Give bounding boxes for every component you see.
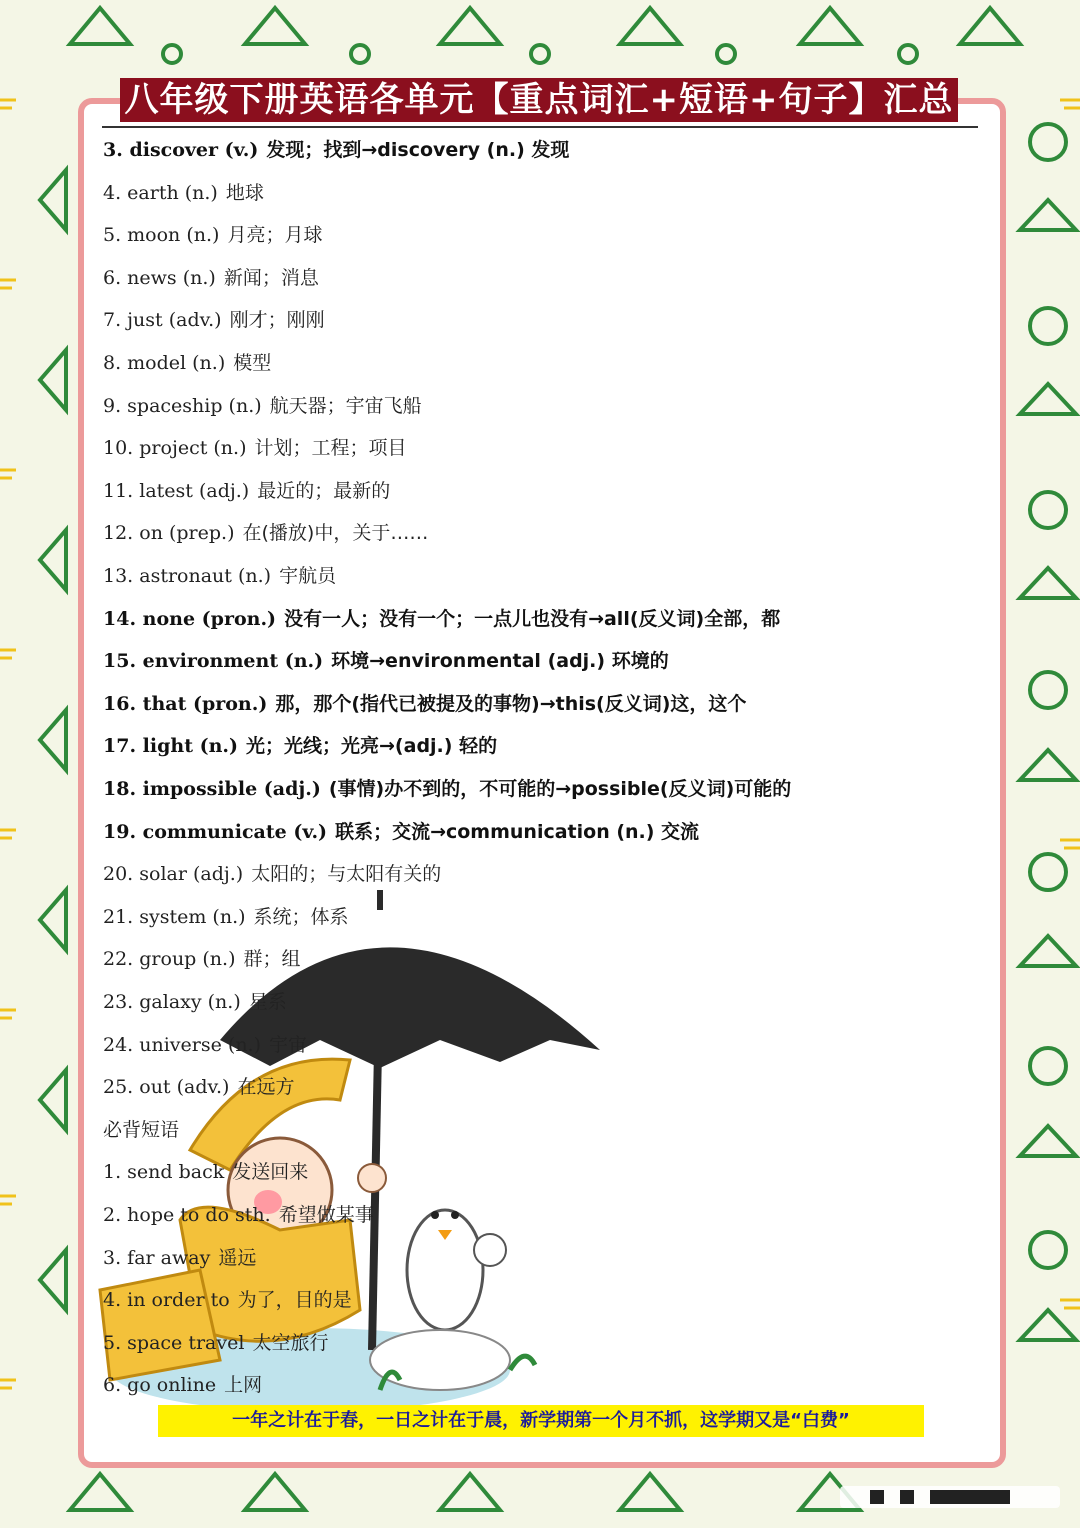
entry-meaning: 刚才；刚刚 xyxy=(229,309,325,332)
phrase-meaning: 上网 xyxy=(224,1374,263,1397)
vocab-entry xyxy=(103,603,780,635)
phrase-meaning: 为了，目的是 xyxy=(237,1289,352,1312)
phrase-entry xyxy=(103,1284,352,1316)
vocab-entry xyxy=(103,986,287,1018)
entry-meaning: 最近的；最新的 xyxy=(257,479,391,502)
entry-meaning: 模型 xyxy=(233,352,272,374)
entry-word: 9. spaceship (n.) xyxy=(103,394,262,417)
entry-meaning: 群；组 xyxy=(243,948,301,971)
phrase-text: 4. in order to xyxy=(103,1289,230,1312)
vocab-entry xyxy=(103,645,669,677)
phrase-meaning: 太空旅行 xyxy=(252,1331,329,1354)
vocab-entry xyxy=(103,730,497,762)
vocab-entry xyxy=(103,1071,294,1103)
entry-meaning: 那，那个(指代已被提及的事物)→this(反义词)这，这个 xyxy=(275,692,747,715)
entry-word: 22. group (n.) xyxy=(103,948,236,971)
vocab-entry xyxy=(103,390,422,422)
vocab-entry xyxy=(103,901,349,933)
phrase-entry xyxy=(103,1369,262,1401)
entry-word: 4. earth (n.) xyxy=(103,181,218,204)
page-title: 八年级下册英语各单元【重点词汇+短语+句子】汇总 xyxy=(120,78,958,122)
entry-word: 7. just (adv.) xyxy=(103,309,222,332)
entry-word: 13. astronaut (n.) xyxy=(103,565,272,587)
entry-word: 15. environment (n.) xyxy=(103,650,324,673)
motto-banner: 一年之计在于春，一日之计在于晨，新学期第一个月不抓，这学期又是“白费” xyxy=(158,1405,924,1437)
entry-word: 21. system (n.) xyxy=(103,905,246,928)
vocab-entry xyxy=(103,517,428,549)
entry-meaning: 环境→environmental (adj.) 环境的 xyxy=(331,650,669,673)
entry-meaning: (事情)办不到的，不可能的→possible(反义词)可能的 xyxy=(328,778,792,800)
title-underline xyxy=(102,126,978,128)
phrase-text: 5. space travel xyxy=(103,1331,245,1354)
entry-word: 19. communicate (v.) xyxy=(103,820,328,843)
entry-meaning: 太阳的；与太阳有关的 xyxy=(251,863,442,886)
entry-meaning: 联系；交流→communication (n.) 交流 xyxy=(335,820,700,843)
vocab-entry xyxy=(103,475,390,507)
entry-word: 11. latest (adj.) xyxy=(103,479,250,502)
entry-word: 6. news (n.) xyxy=(103,266,216,289)
phrase-entry xyxy=(103,1242,256,1274)
phrase-meaning: 遥远 xyxy=(218,1246,257,1269)
entry-meaning: 新闻；消息 xyxy=(223,266,319,289)
entry-meaning: 发现；找到→discovery (n.) 发现 xyxy=(266,139,570,161)
vocab-entry xyxy=(103,177,264,209)
entry-word: 24. universe (n.) xyxy=(103,1033,262,1056)
phrase-entry xyxy=(103,1199,374,1231)
phrase-text: 1. send back xyxy=(103,1161,225,1184)
entry-word: 16. that (pron.) xyxy=(103,692,268,715)
entry-word: 14. none (pron.) xyxy=(103,607,277,630)
vocab-entry xyxy=(103,773,791,805)
vocab-entry xyxy=(103,943,301,975)
vocab-entry xyxy=(103,432,407,464)
entry-word: 3. discover (v.) xyxy=(103,139,259,161)
phrase-text: 2. hope to do sth. xyxy=(103,1204,271,1226)
entry-word: 17. light (n.) xyxy=(103,735,239,758)
vocab-entry xyxy=(103,347,271,379)
entry-meaning: 计划；工程；项目 xyxy=(254,437,407,460)
vocab-entry xyxy=(103,858,441,890)
entry-meaning: 在远方 xyxy=(237,1076,295,1099)
vocab-entry xyxy=(103,304,325,336)
vocab-entry xyxy=(103,688,746,720)
phrase-entry xyxy=(103,1327,328,1359)
vocab-entry xyxy=(103,219,322,251)
phrase-entry xyxy=(103,1156,308,1188)
entry-word: 25. out (adv.) xyxy=(103,1076,230,1099)
entry-meaning: 宇航员 xyxy=(279,565,337,587)
entry-word: 5. moon (n.) xyxy=(103,224,220,247)
vocab-entry xyxy=(103,816,699,848)
entry-word: 10. project (n.) xyxy=(103,437,247,460)
entry-word: 12. on (prep.) xyxy=(103,522,235,545)
entry-meaning: 航天器；宇宙飞船 xyxy=(269,394,422,417)
entry-word: 20. solar (adj.) xyxy=(103,863,244,886)
phrase-text: 6. go online xyxy=(103,1374,217,1397)
vocab-entry xyxy=(103,1029,307,1061)
entry-meaning: 月亮；月球 xyxy=(227,224,323,247)
entry-meaning: 星系 xyxy=(248,991,287,1013)
vocab-entry xyxy=(103,262,319,294)
entry-word: 23. galaxy (n.) xyxy=(103,991,241,1013)
entry-word: 8. model (n.) xyxy=(103,352,226,374)
entry-meaning: 地球 xyxy=(225,181,264,204)
entry-meaning: 在(播放)中，关于…… xyxy=(242,522,429,545)
entry-meaning: 宇宙 xyxy=(269,1033,308,1056)
entry-meaning: 没有一人；没有一个；一点儿也没有→all(反义词)全部，都 xyxy=(284,607,781,630)
phrase-text: 3. far away xyxy=(103,1246,211,1269)
phrase-meaning: 发送回来 xyxy=(232,1161,309,1184)
phrase-meaning: 希望做某事 xyxy=(278,1204,374,1226)
vocab-entry xyxy=(103,560,336,592)
vocab-entry xyxy=(103,134,569,166)
entry-word: 18. impossible (adj.) xyxy=(103,778,321,800)
watermark-icon xyxy=(840,1480,1060,1514)
phrases-heading: 必背短语 xyxy=(103,1118,180,1141)
entry-meaning: 光；光线；光亮→(adj.) 轻的 xyxy=(246,735,498,758)
entry-meaning: 系统；体系 xyxy=(253,905,349,928)
